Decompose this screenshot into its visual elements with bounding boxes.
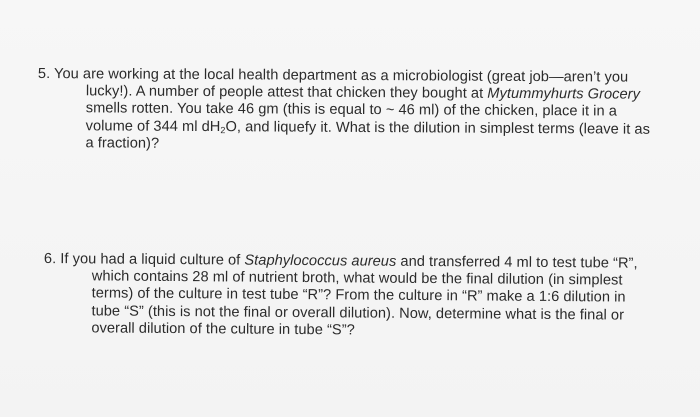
question-6-line-4: tube “S” (this is not the final or overall dilution). Now, determine what is the final or <box>91 302 625 324</box>
question-6-number: 6. <box>43 251 57 268</box>
subscript-2: 2 <box>220 124 226 135</box>
question-6-line-3: terms) of the culture in test tube “R”? From the culture in “R” make a 1:6 dilution in <box>91 285 626 306</box>
question-6-line-2: which contains 28 ml of nutrient broth, what would be the final dilution (in simplest <box>91 268 623 289</box>
question-5-text-4b: O, and liquefy it. What is the dilution in simplest terms (leave it as <box>225 118 651 138</box>
question-5-number: 5. <box>37 66 51 83</box>
grocery-name: Mytummyhurts Grocery <box>487 85 641 103</box>
question-5-text-4a: volume of 344 ml dH <box>85 117 221 135</box>
question-6-text-1a: If you had a liquid culture of <box>60 251 245 269</box>
question-6-text-1b: and transferred 4 ml to test tube “R”, <box>396 253 638 272</box>
question-5-text-1: You are working at the local health department as a microbiologist (great job—aren’t you <box>54 66 629 86</box>
question-6-line-5: overall dilution of the culture in tube “S”? <box>91 320 355 339</box>
question-5 <box>37 66 658 156</box>
question-6 <box>43 251 654 342</box>
question-5-line-3: smells rotten. You take 46 gm (this is equal to ~ 46 ml) of the chicken, place it in a <box>85 100 617 120</box>
question-5-line-5: a fraction)? <box>85 135 160 152</box>
organism-name: Staphylococcus aureus <box>244 252 397 270</box>
question-5-text-2: lucky!). A number of people attest that chicken they bought at <box>85 83 488 102</box>
